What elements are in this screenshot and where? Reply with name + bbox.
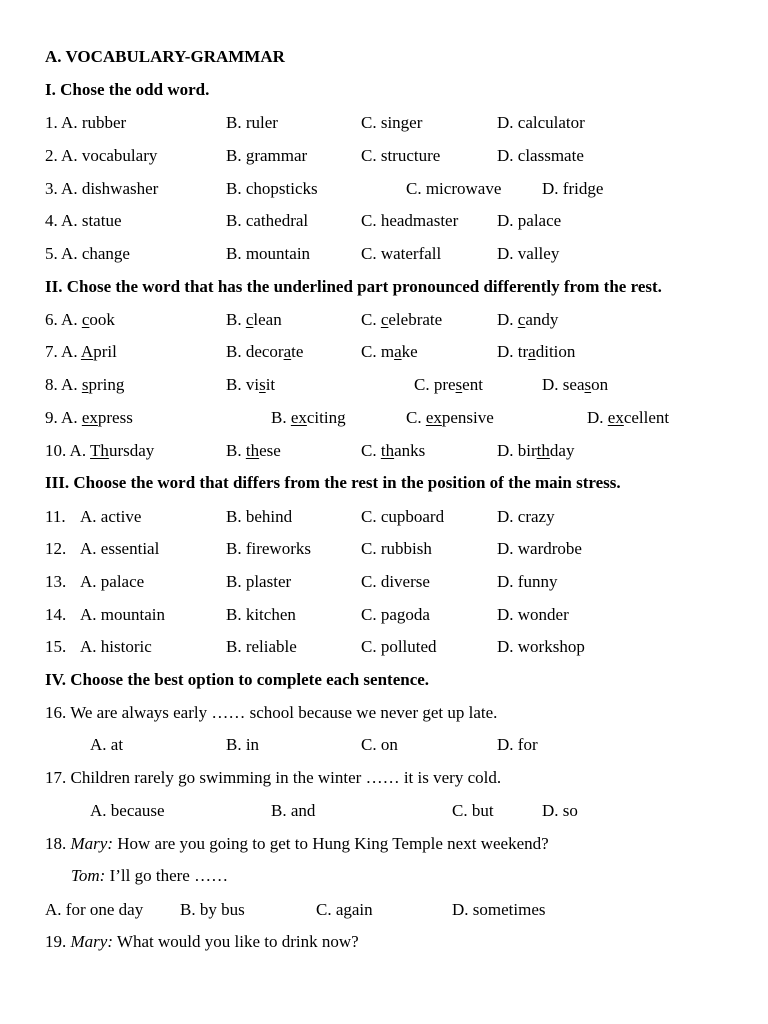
q11-option-b: B. behind [226,507,293,526]
q2-option-b: B. grammar [226,146,308,165]
q18-option-d: D. sometimes [452,900,546,919]
q16-option-c: C. on [361,735,398,754]
part1-heading: I. Chose the odd word. [45,80,210,99]
q4-option-c: C. headmaster [361,211,459,230]
q8-option-d: D. season [542,375,609,394]
q14-option-d: D. wonder [497,605,569,624]
q3-option-c: C. microwave [406,179,502,198]
question-18-line1 [45,832,549,856]
q13-number: 13. [45,572,67,591]
question-14 [45,603,725,627]
q9-option-b: B. exciting [271,408,346,427]
question-17-text: 17. Children rarely go swimming in the winter …… it is very cold. [45,768,502,787]
q1-option-b: B. ruler [226,113,278,132]
q14-option-a: A. mountain [80,605,165,624]
q17-option-a: A. because [90,801,165,820]
question-4 [45,209,725,233]
q18-option-b: B. by bus [180,900,245,919]
q5-option-c: C. waterfall [361,244,442,263]
q1-option-c: C. singer [361,113,423,132]
q17-option-b: B. and [271,801,316,820]
part2-heading: II. Chose the word that has the underlined part pronounced differently from the rest. [45,277,662,296]
question-2 [45,144,725,168]
part3-heading: III. Choose the word that differs from the rest in the position of the main stress. [45,473,621,492]
question-8 [45,373,725,397]
q15-option-c: C. polluted [361,637,437,656]
q2-option-c: C. structure [361,146,441,165]
q6-option-b: B. clean [226,310,282,329]
q14-option-b: B. kitchen [226,605,296,624]
question-1 [45,111,725,135]
question-7 [45,340,725,364]
q1-option-d: D. calculator [497,113,585,132]
q18-speaker-tom: Tom: [71,866,106,885]
q19-question: What would you like to drink now? [112,932,359,951]
q16-option-b: B. in [226,735,260,754]
question-6 [45,308,725,332]
q2-option-a: 2. A. vocabulary [45,146,158,165]
q9-option-a: 9. A. express [45,408,133,427]
q4-option-a: 4. A. statue [45,211,122,230]
q13-option-a: A. palace [80,572,145,591]
q7-option-d: D. tradition [497,342,576,361]
q13-option-d: D. funny [497,572,558,591]
q13-option-b: B. plaster [226,572,292,591]
q10-option-d: D. birthday [497,441,575,460]
question-3 [45,177,725,201]
q10-option-a: 10. A. Thursday [45,441,155,460]
q11-option-d: D. crazy [497,507,555,526]
q15-option-a: A. historic [80,637,152,656]
q3-option-a: 3. A. dishwasher [45,179,159,198]
question-18-line2 [71,864,228,888]
q19-number: 19. [45,932,71,951]
q8-option-c: C. present [414,375,483,394]
q13-option-c: C. diverse [361,572,430,591]
q10-option-c: C. thanks [361,441,426,460]
question-13 [45,570,725,594]
q12-number: 12. [45,539,67,558]
q18-number: 18. [45,834,71,853]
q18-option-a: A. for one day [45,900,144,919]
q15-number: 15. [45,637,67,656]
question-5 [45,242,725,266]
q7-option-b: B. decorate [226,342,304,361]
q9-option-c: C. expensive [406,408,494,427]
part4-heading: IV. Choose the best option to complete each sentence. [45,670,430,689]
q12-option-b: B. fireworks [226,539,311,558]
q12-option-a: A. essential [80,539,160,558]
q8-option-a: 8. A. spring [45,375,125,394]
q18-answer: I’ll go there …… [105,866,229,885]
q16-option-d: D. for [497,735,538,754]
q5-option-a: 5. A. change [45,244,130,263]
question-18-options [45,898,725,922]
q12-option-d: D. wardrobe [497,539,582,558]
question-12 [45,537,725,561]
q9-option-d: D. excellent [587,408,670,427]
question-19-line1 [45,930,359,954]
q6-option-c: C. celebrate [361,310,443,329]
q10-option-b: B. these [226,441,281,460]
question-11 [45,505,725,529]
q19-speaker-mary: Mary: [70,932,113,951]
q7-option-c: C. make [361,342,418,361]
question-9 [45,406,725,430]
q1-option-a: 1. A. rubber [45,113,127,132]
question-16-options [45,733,725,757]
q4-option-b: B. cathedral [226,211,309,230]
q2-option-d: D. classmate [497,146,584,165]
q11-option-c: C. cupboard [361,507,445,526]
q17-option-c: C. but [452,801,494,820]
q18-option-c: C. again [316,900,373,919]
q5-option-d: D. valley [497,244,560,263]
q8-option-b: B. visit [226,375,276,394]
q6-option-d: D. candy [497,310,559,329]
question-17-options [45,799,725,823]
q3-option-b: B. chopsticks [226,179,318,198]
q14-option-c: C. pagoda [361,605,430,624]
q4-option-d: D. palace [497,211,562,230]
question-16-text: 16. We are always early …… school because we never get up late. [45,703,498,722]
q18-speaker-mary: Mary: [70,834,113,853]
q12-option-c: C. rubbish [361,539,432,558]
q3-option-d: D. fridge [542,179,604,198]
q17-option-d: D. so [542,801,578,820]
q6-option-a: 6. A. cook [45,310,115,329]
q14-number: 14. [45,605,67,624]
q15-option-d: D. workshop [497,637,585,656]
q5-option-b: B. mountain [226,244,311,263]
q7-option-a: 7. A. April [45,342,117,361]
question-10 [45,439,725,463]
q16-option-a: A. at [90,735,124,754]
question-15 [45,635,725,659]
q11-option-a: A. active [80,507,142,526]
q11-number: 11. [45,507,66,526]
q18-question: How are you going to get to Hung King Temple next weekend? [112,834,549,853]
q15-option-b: B. reliable [226,637,297,656]
section-title: A. VOCABULARY-GRAMMAR [45,47,285,66]
